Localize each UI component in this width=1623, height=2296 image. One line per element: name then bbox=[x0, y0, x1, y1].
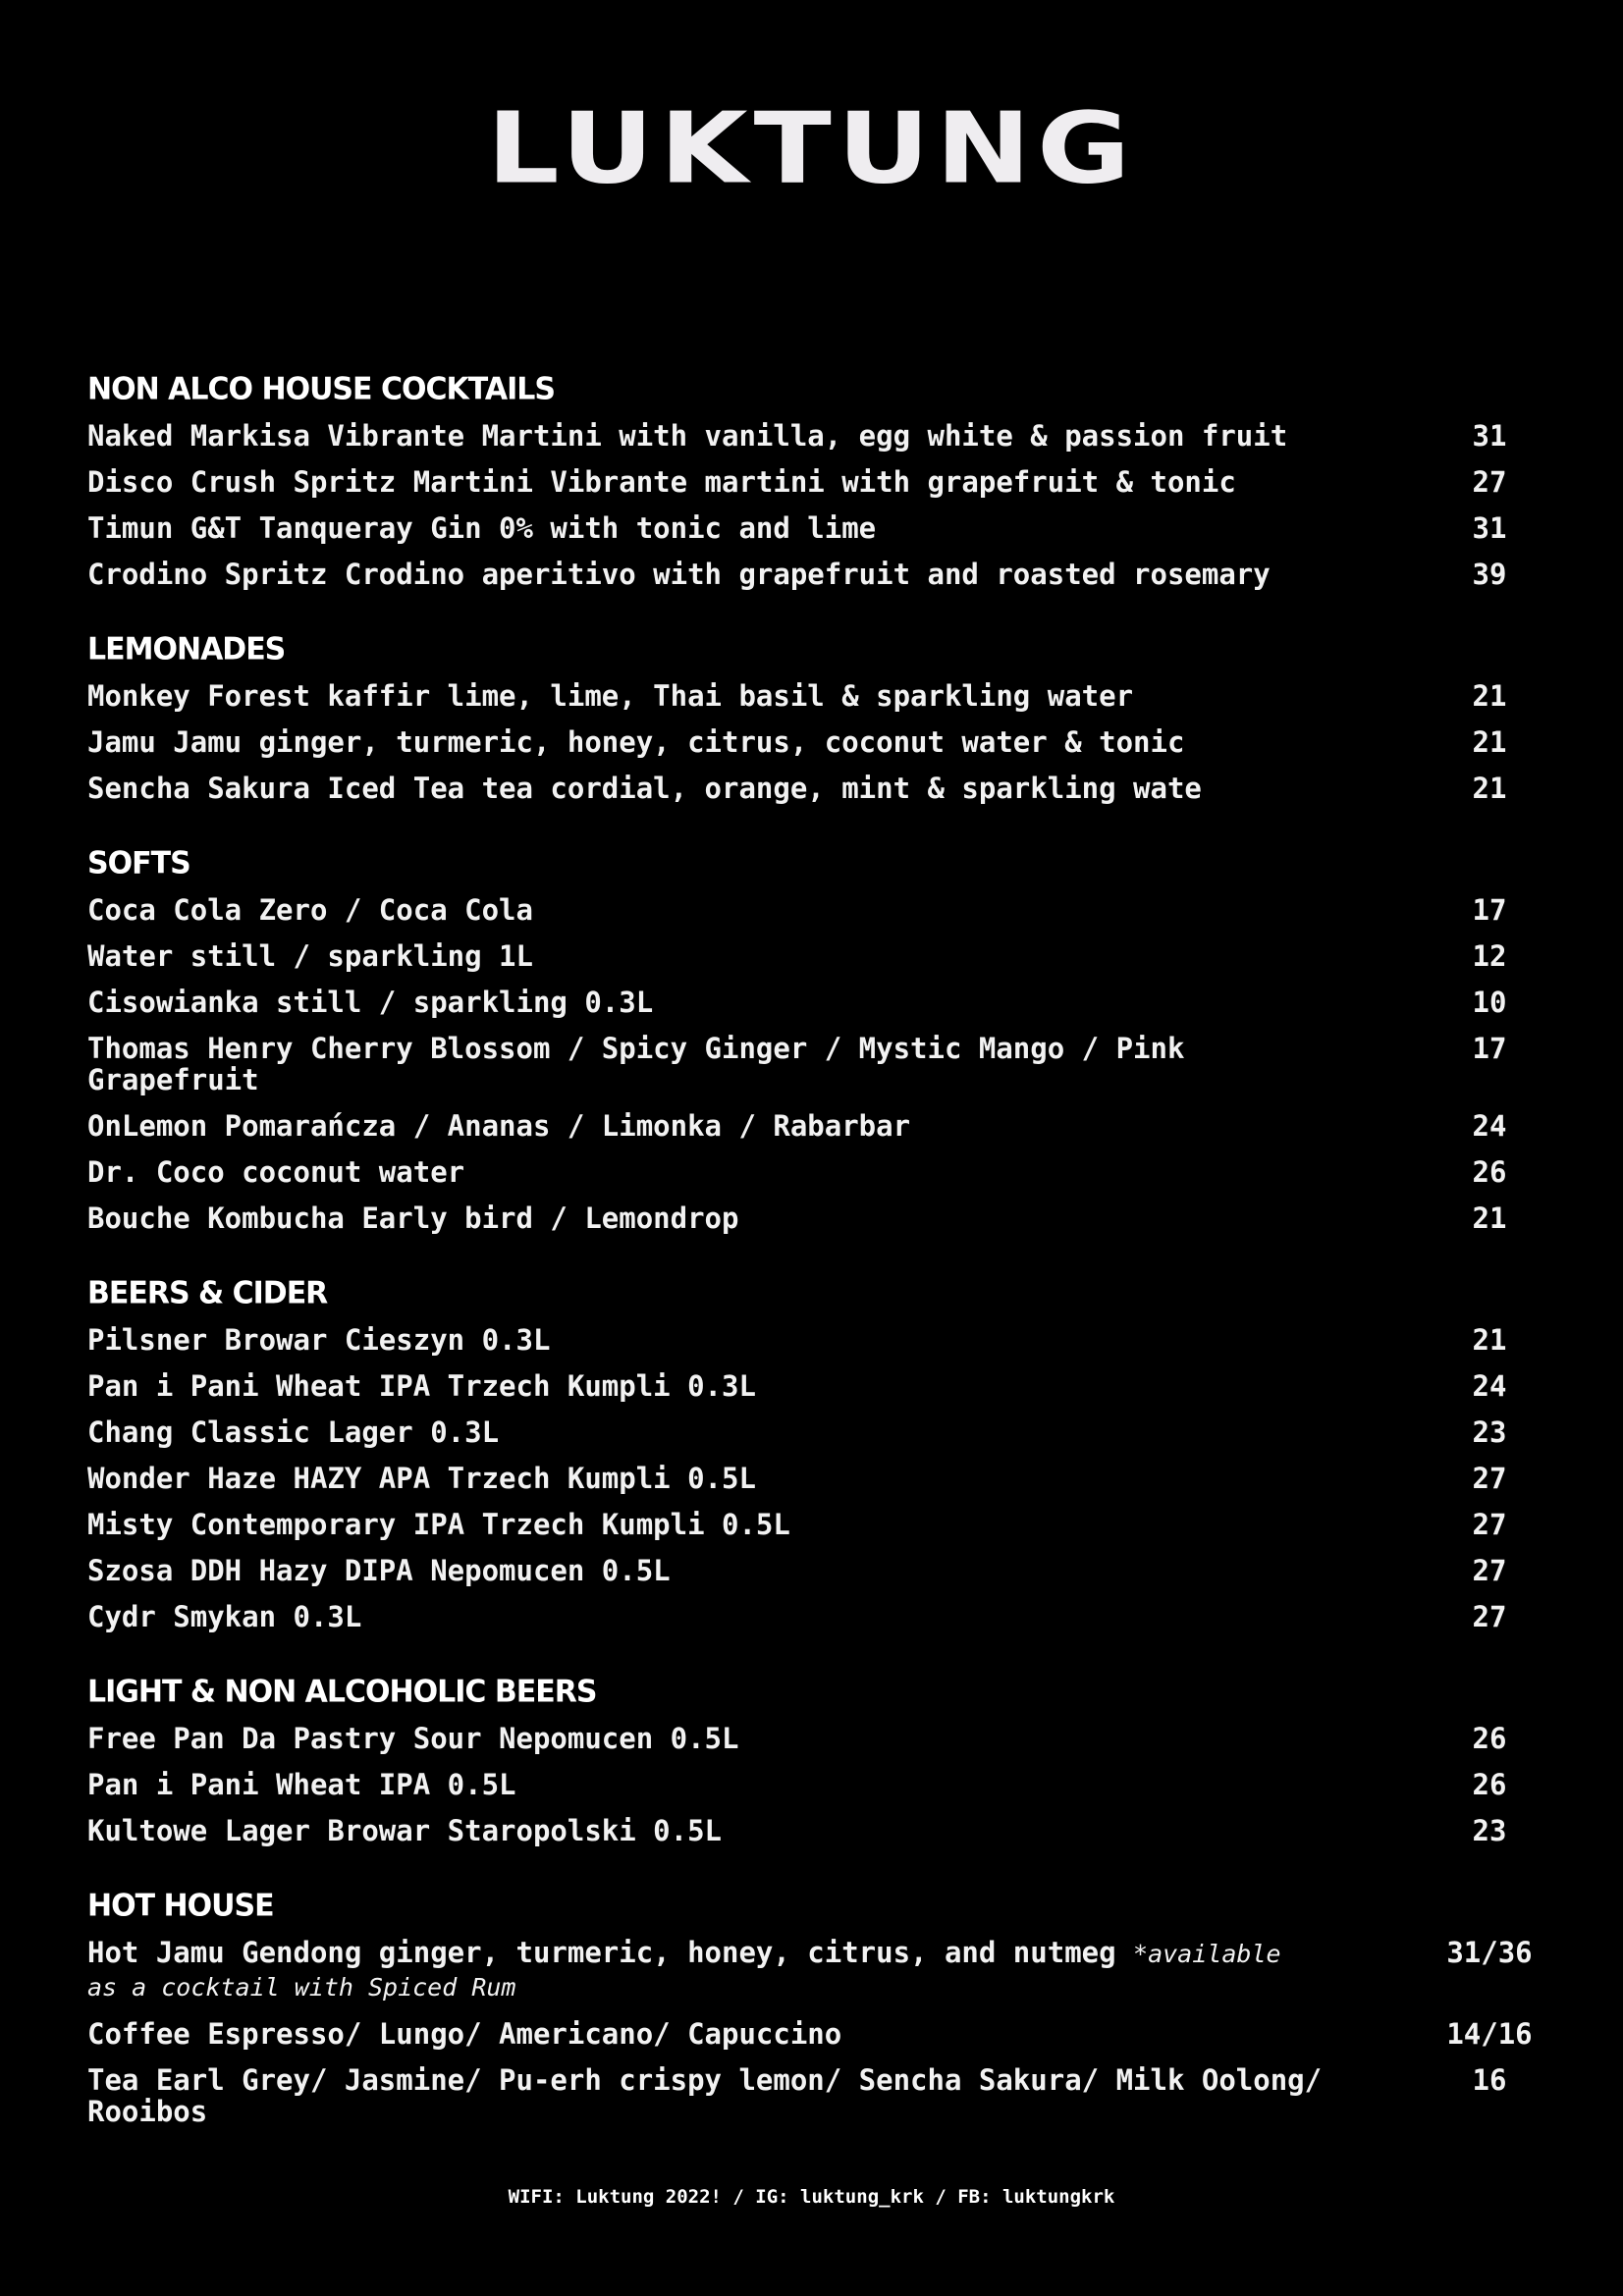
item-description: Wonder Haze HAZY APA Trzech Kumpli 0.5L bbox=[87, 1462, 756, 1495]
menu-item bbox=[87, 680, 1560, 712]
logo-wordmark: LUKTUNG bbox=[486, 91, 1137, 206]
item-price: 31 bbox=[1472, 419, 1507, 453]
menu-item bbox=[87, 1509, 1560, 1540]
item-description: Szosa DDH Hazy DIPA Nepomucen 0.5L bbox=[87, 1554, 671, 1587]
item-price: 39 bbox=[1472, 558, 1507, 591]
menu-item bbox=[87, 1370, 1560, 1402]
item-price: 26 bbox=[1472, 1768, 1507, 1801]
logo bbox=[0, 91, 1623, 214]
item-description: Water still / sparkling 1L bbox=[87, 939, 533, 973]
menu-sections bbox=[87, 371, 1560, 2168]
item-description: Cisowianka still / sparkling 0.3L bbox=[87, 986, 654, 1019]
item-description: Kultowe Lager Browar Staropolski 0.5L bbox=[87, 1814, 723, 1847]
item-description: Naked Markisa Vibrante Martini with vanilla, egg white & passion fruit bbox=[87, 419, 1288, 453]
menu-item bbox=[87, 940, 1560, 972]
item-price: 17 bbox=[1472, 1032, 1507, 1065]
item-price: 21 bbox=[1472, 725, 1507, 759]
menu-item bbox=[87, 894, 1560, 926]
item-price: 31/36 bbox=[1446, 1936, 1533, 1969]
menu-item bbox=[87, 1324, 1560, 1356]
item-price: 21 bbox=[1472, 772, 1507, 805]
item-description: Chang Classic Lager 0.3L bbox=[87, 1415, 500, 1449]
footer-info: WIFI: Luktung 2022! / IG: luktung_krk / FB: luktungkrk bbox=[508, 2186, 1115, 2208]
section-hot-house bbox=[87, 1888, 1560, 2127]
section-beers-cider bbox=[87, 1275, 1560, 1632]
item-description: Tea Earl Grey/ Jasmine/ Pu-erh crispy lemon/ Sencha Sakura/ Milk Oolong/ Rooibos bbox=[87, 2063, 1323, 2128]
item-description: Dr. Coco coconut water bbox=[87, 1155, 465, 1189]
menu-item bbox=[87, 1769, 1560, 1800]
menu-item bbox=[87, 420, 1560, 452]
item-price: 27 bbox=[1472, 1600, 1507, 1633]
section-title: SOFTS bbox=[87, 845, 190, 881]
item-price: 24 bbox=[1472, 1109, 1507, 1143]
item-price: 17 bbox=[1472, 893, 1507, 927]
item-description: Sencha Sakura Iced Tea tea cordial, orange, mint & sparkling wate bbox=[87, 772, 1202, 805]
section-lemonades bbox=[87, 631, 1560, 804]
section-title: LIGHT & NON ALCOHOLIC BEERS bbox=[87, 1674, 597, 1710]
item-price: 21 bbox=[1472, 1201, 1507, 1235]
item-price: 31 bbox=[1472, 511, 1507, 545]
menu-item bbox=[87, 1815, 1560, 1846]
item-price: 16 bbox=[1472, 2063, 1507, 2097]
menu-item bbox=[87, 1723, 1560, 1754]
item-description: Thomas Henry Cherry Blossom / Spicy Ginger / Mystic Mango / Pink Grapefruit bbox=[87, 1032, 1185, 1096]
menu-item bbox=[87, 466, 1560, 498]
menu-item bbox=[87, 2064, 1560, 2127]
item-price: 27 bbox=[1472, 1554, 1507, 1587]
item-description bbox=[87, 1937, 1325, 2003]
item-description: Pan i Pani Wheat IPA Trzech Kumpli 0.3L bbox=[87, 1369, 756, 1403]
menu-item bbox=[87, 773, 1560, 804]
item-description: Coffee Espresso/ Lungo/ Americano/ Capuccino bbox=[87, 2017, 842, 2051]
item-description: Free Pan Da Pastry Sour Nepomucen 0.5L bbox=[87, 1722, 739, 1755]
item-description: Crodino Spritz Crodino aperitivo with grapefruit and roasted rosemary bbox=[87, 558, 1271, 591]
item-price: 27 bbox=[1472, 1462, 1507, 1495]
item-description: OnLemon Pomarańcza / Ananas / Limonka / Rabarbar bbox=[87, 1109, 911, 1143]
item-price: 27 bbox=[1472, 1508, 1507, 1541]
item-price: 27 bbox=[1472, 465, 1507, 499]
menu-item bbox=[87, 1202, 1560, 1234]
menu-item bbox=[87, 726, 1560, 758]
item-price: 23 bbox=[1472, 1814, 1507, 1847]
item-description: Bouche Kombucha Early bird / Lemondrop bbox=[87, 1201, 739, 1235]
item-price: 26 bbox=[1472, 1722, 1507, 1755]
menu-item bbox=[87, 1033, 1560, 1095]
item-note: *available as a cocktail with Spiced Rum bbox=[87, 1940, 1281, 2002]
section-title: BEERS & CIDER bbox=[87, 1275, 328, 1311]
menu-item bbox=[87, 2018, 1560, 2050]
menu-item bbox=[87, 559, 1560, 590]
item-description: Misty Contemporary IPA Trzech Kumpli 0.5L bbox=[87, 1508, 790, 1541]
menu-item bbox=[87, 1463, 1560, 1494]
item-description: Pilsner Browar Cieszyn 0.3L bbox=[87, 1323, 551, 1357]
item-price: 14/16 bbox=[1446, 2017, 1533, 2051]
menu-item bbox=[87, 1156, 1560, 1188]
item-description: Jamu Jamu ginger, turmeric, honey, citrus, coconut water & tonic bbox=[87, 725, 1185, 759]
item-description: Timun G&T Tanqueray Gin 0% with tonic and lime bbox=[87, 511, 877, 545]
section-title: NON ALCO HOUSE COCKTAILS bbox=[87, 371, 555, 407]
section-light-non-alcoholic-beers bbox=[87, 1674, 1560, 1846]
item-price: 10 bbox=[1472, 986, 1507, 1019]
item-description: Cydr Smykan 0.3L bbox=[87, 1600, 362, 1633]
section-non-alco-house-cocktails bbox=[87, 371, 1560, 590]
item-price: 21 bbox=[1472, 679, 1507, 713]
item-price: 24 bbox=[1472, 1369, 1507, 1403]
item-price: 21 bbox=[1472, 1323, 1507, 1357]
item-description-text: Hot Jamu Gendong ginger, turmeric, honey, citrus, and nutmeg bbox=[87, 1936, 1134, 1969]
menu-item bbox=[87, 1937, 1560, 2003]
section-softs bbox=[87, 845, 1560, 1234]
item-price: 12 bbox=[1472, 939, 1507, 973]
item-price: 26 bbox=[1472, 1155, 1507, 1189]
item-price: 23 bbox=[1472, 1415, 1507, 1449]
item-description: Coca Cola Zero / Coca Cola bbox=[87, 893, 533, 927]
menu-item bbox=[87, 1555, 1560, 1586]
item-description: Pan i Pani Wheat IPA 0.5L bbox=[87, 1768, 516, 1801]
menu-item bbox=[87, 1416, 1560, 1448]
menu-item bbox=[87, 512, 1560, 544]
item-description: Monkey Forest kaffir lime, lime, Thai basil & sparkling water bbox=[87, 679, 1134, 713]
section-title: LEMONADES bbox=[87, 631, 286, 667]
section-title: HOT HOUSE bbox=[87, 1888, 274, 1924]
menu-item bbox=[87, 1110, 1560, 1142]
menu-item bbox=[87, 987, 1560, 1018]
menu-item bbox=[87, 1601, 1560, 1632]
item-description: Disco Crush Spritz Martini Vibrante martini with grapefruit & tonic bbox=[87, 465, 1236, 499]
